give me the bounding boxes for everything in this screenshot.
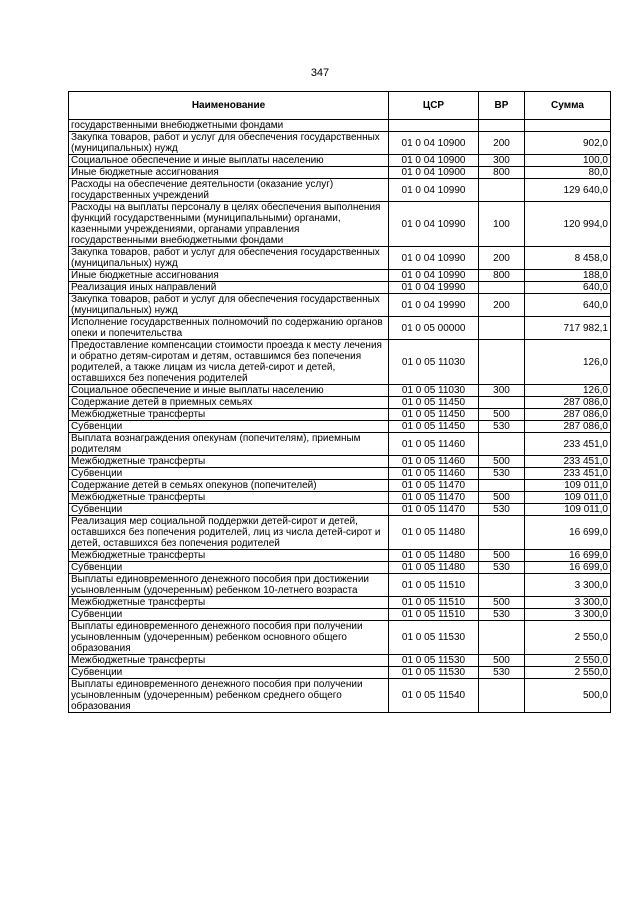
cell-csr: 01 0 05 11470 bbox=[389, 480, 479, 492]
cell-name: Межбюджетные трансферты bbox=[69, 550, 389, 562]
cell-name: Социальное обеспечение и иные выплаты населению bbox=[69, 385, 389, 397]
cell-vr: 530 bbox=[479, 562, 525, 574]
cell-csr: 01 0 04 10900 bbox=[389, 155, 479, 167]
cell-sum: 500,0 bbox=[525, 679, 611, 713]
cell-vr: 500 bbox=[479, 409, 525, 421]
cell-name: Межбюджетные трансферты bbox=[69, 597, 389, 609]
table-row bbox=[69, 385, 611, 397]
cell-vr: 100 bbox=[479, 202, 525, 247]
table-row bbox=[69, 504, 611, 516]
cell-sum: 16 699,0 bbox=[525, 562, 611, 574]
cell-vr bbox=[479, 574, 525, 597]
cell-csr: 01 0 05 11540 bbox=[389, 679, 479, 713]
table-row bbox=[69, 433, 611, 456]
table-row bbox=[69, 155, 611, 167]
cell-name: Закупка товаров, работ и услуг для обеспечения государственных (муниципальных) нужд bbox=[69, 247, 389, 270]
cell-sum: 126,0 bbox=[525, 340, 611, 385]
table-row bbox=[69, 516, 611, 550]
cell-sum: 640,0 bbox=[525, 294, 611, 317]
cell-name: Предоставление компенсации стоимости проезда к месту лечения и обратно детям-сиротам и детям, оставшимся без попечения родителей, а также лицам из числа детей-сирот и детей, оставшихся без попечения родителей bbox=[69, 340, 389, 385]
cell-name: Расходы на выплаты персоналу в целях обеспечения выполнения функций государственными (муниципальными) органами, казенными учреждениями, органами управления государственными внебюджетными фондами bbox=[69, 202, 389, 247]
cell-csr: 01 0 04 10990 bbox=[389, 202, 479, 247]
cell-sum: 3 300,0 bbox=[525, 597, 611, 609]
cell-csr: 01 0 05 11030 bbox=[389, 340, 479, 385]
cell-sum: 109 011,0 bbox=[525, 480, 611, 492]
cell-name: Закупка товаров, работ и услуг для обеспечения государственных (муниципальных) нужд bbox=[69, 132, 389, 155]
table-row bbox=[69, 609, 611, 621]
table-row bbox=[69, 247, 611, 270]
cell-name: Субвенции bbox=[69, 504, 389, 516]
cell-name: Содержание детей в приемных семьях bbox=[69, 397, 389, 409]
cell-vr bbox=[479, 120, 525, 132]
budget-table bbox=[68, 91, 611, 713]
cell-name: Иные бюджетные ассигнования bbox=[69, 270, 389, 282]
table-row bbox=[69, 317, 611, 340]
table-body bbox=[69, 120, 611, 713]
cell-vr: 530 bbox=[479, 609, 525, 621]
cell-name: Межбюджетные трансферты bbox=[69, 492, 389, 504]
cell-csr: 01 0 04 10900 bbox=[389, 167, 479, 179]
table-row bbox=[69, 574, 611, 597]
table-header-row bbox=[69, 92, 611, 120]
cell-name: Иные бюджетные ассигнования bbox=[69, 167, 389, 179]
cell-csr: 01 0 05 11030 bbox=[389, 385, 479, 397]
table-row bbox=[69, 655, 611, 667]
cell-vr: 530 bbox=[479, 504, 525, 516]
cell-sum: 109 011,0 bbox=[525, 504, 611, 516]
table-row bbox=[69, 409, 611, 421]
cell-csr: 01 0 04 10990 bbox=[389, 179, 479, 202]
cell-name: Выплаты единовременного денежного пособия при достижении усыновленным (удочеренным) ребенком 10-летнего возраста bbox=[69, 574, 389, 597]
cell-csr: 01 0 05 11530 bbox=[389, 667, 479, 679]
cell-sum: 16 699,0 bbox=[525, 516, 611, 550]
cell-sum: 2 550,0 bbox=[525, 621, 611, 655]
cell-vr: 800 bbox=[479, 167, 525, 179]
cell-name: Межбюджетные трансферты bbox=[69, 456, 389, 468]
cell-vr: 200 bbox=[479, 132, 525, 155]
cell-name: Закупка товаров, работ и услуг для обеспечения государственных (муниципальных) нужд bbox=[69, 294, 389, 317]
cell-csr: 01 0 05 11510 bbox=[389, 574, 479, 597]
cell-sum: 902,0 bbox=[525, 132, 611, 155]
cell-sum bbox=[525, 120, 611, 132]
cell-vr bbox=[479, 621, 525, 655]
cell-name: Содержание детей в семьях опекунов (попечителей) bbox=[69, 480, 389, 492]
cell-name: Выплата вознаграждения опекунам (попечителям), приемным родителям bbox=[69, 433, 389, 456]
table-row bbox=[69, 202, 611, 247]
cell-csr: 01 0 05 11480 bbox=[389, 562, 479, 574]
table-row bbox=[69, 550, 611, 562]
cell-sum: 80,0 bbox=[525, 167, 611, 179]
table-row bbox=[69, 456, 611, 468]
table-row bbox=[69, 667, 611, 679]
cell-sum: 16 699,0 bbox=[525, 550, 611, 562]
table-row bbox=[69, 282, 611, 294]
cell-vr bbox=[479, 516, 525, 550]
cell-name: Реализация мер социальной поддержки детей-сирот и детей, оставшихся без попечения родителей, лиц из числа детей-сирот и детей, оставшихся без попечения родителей bbox=[69, 516, 389, 550]
cell-name: Межбюджетные трансферты bbox=[69, 409, 389, 421]
cell-vr bbox=[479, 179, 525, 202]
cell-sum: 640,0 bbox=[525, 282, 611, 294]
cell-csr: 01 0 05 11450 bbox=[389, 421, 479, 433]
cell-vr: 200 bbox=[479, 247, 525, 270]
cell-sum: 109 011,0 bbox=[525, 492, 611, 504]
cell-vr: 530 bbox=[479, 468, 525, 480]
cell-sum: 129 640,0 bbox=[525, 179, 611, 202]
cell-vr: 500 bbox=[479, 492, 525, 504]
header-name: Наименование bbox=[69, 92, 389, 120]
header-sum: Сумма bbox=[525, 92, 611, 120]
cell-name: Субвенции bbox=[69, 421, 389, 433]
cell-name: Субвенции bbox=[69, 609, 389, 621]
cell-sum: 233 451,0 bbox=[525, 468, 611, 480]
cell-vr: 500 bbox=[479, 456, 525, 468]
cell-sum: 2 550,0 bbox=[525, 655, 611, 667]
cell-name: Субвенции bbox=[69, 562, 389, 574]
cell-sum: 120 994,0 bbox=[525, 202, 611, 247]
cell-sum: 287 086,0 bbox=[525, 397, 611, 409]
cell-name: Исполнение государственных полномочий по содержанию органов опеки и попечительства bbox=[69, 317, 389, 340]
cell-vr: 300 bbox=[479, 155, 525, 167]
table-row bbox=[69, 167, 611, 179]
cell-vr bbox=[479, 397, 525, 409]
cell-vr: 530 bbox=[479, 421, 525, 433]
table-row bbox=[69, 492, 611, 504]
cell-name: Социальное обеспечение и иные выплаты населению bbox=[69, 155, 389, 167]
cell-name: Субвенции bbox=[69, 667, 389, 679]
table-row bbox=[69, 621, 611, 655]
cell-vr: 500 bbox=[479, 597, 525, 609]
cell-csr: 01 0 05 11480 bbox=[389, 550, 479, 562]
cell-name: государственными внебюджетными фондами bbox=[69, 120, 389, 132]
cell-csr: 01 0 05 11510 bbox=[389, 597, 479, 609]
cell-csr: 01 0 04 19990 bbox=[389, 282, 479, 294]
cell-sum: 287 086,0 bbox=[525, 409, 611, 421]
cell-csr: 01 0 05 11470 bbox=[389, 492, 479, 504]
table-row bbox=[69, 179, 611, 202]
cell-name: Реализация иных направлений bbox=[69, 282, 389, 294]
table-row bbox=[69, 132, 611, 155]
cell-vr: 530 bbox=[479, 667, 525, 679]
cell-name: Выплаты единовременного денежного пособия при получении усыновленным (удочеренным) ребенком среднего общего образования bbox=[69, 679, 389, 713]
cell-sum: 287 086,0 bbox=[525, 421, 611, 433]
cell-csr: 01 0 05 11460 bbox=[389, 456, 479, 468]
cell-csr: 01 0 04 10990 bbox=[389, 247, 479, 270]
cell-name: Субвенции bbox=[69, 468, 389, 480]
cell-sum: 100,0 bbox=[525, 155, 611, 167]
cell-vr: 200 bbox=[479, 294, 525, 317]
table-row bbox=[69, 597, 611, 609]
cell-csr: 01 0 05 11480 bbox=[389, 516, 479, 550]
cell-vr bbox=[479, 340, 525, 385]
cell-name: Выплаты единовременного денежного пособия при получении усыновленным (удочеренным) ребенком основного общего образования bbox=[69, 621, 389, 655]
cell-csr: 01 0 05 00000 bbox=[389, 317, 479, 340]
table-row bbox=[69, 397, 611, 409]
table-row bbox=[69, 679, 611, 713]
header-vr: ВР bbox=[479, 92, 525, 120]
cell-vr: 300 bbox=[479, 385, 525, 397]
table-row bbox=[69, 480, 611, 492]
table-row bbox=[69, 340, 611, 385]
cell-vr: 800 bbox=[479, 270, 525, 282]
cell-csr: 01 0 04 10900 bbox=[389, 132, 479, 155]
cell-csr: 01 0 05 11510 bbox=[389, 609, 479, 621]
cell-csr: 01 0 05 11530 bbox=[389, 621, 479, 655]
cell-sum: 3 300,0 bbox=[525, 609, 611, 621]
cell-csr: 01 0 05 11460 bbox=[389, 468, 479, 480]
cell-vr bbox=[479, 480, 525, 492]
cell-csr bbox=[389, 120, 479, 132]
cell-sum: 717 982,1 bbox=[525, 317, 611, 340]
table-row bbox=[69, 562, 611, 574]
cell-sum: 188,0 bbox=[525, 270, 611, 282]
table-row bbox=[69, 468, 611, 480]
cell-csr: 01 0 05 11450 bbox=[389, 409, 479, 421]
cell-csr: 01 0 05 11530 bbox=[389, 655, 479, 667]
cell-vr bbox=[479, 679, 525, 713]
table-row bbox=[69, 421, 611, 433]
cell-csr: 01 0 04 19990 bbox=[389, 294, 479, 317]
cell-sum: 233 451,0 bbox=[525, 456, 611, 468]
cell-csr: 01 0 04 10990 bbox=[389, 270, 479, 282]
cell-vr bbox=[479, 433, 525, 456]
cell-csr: 01 0 05 11470 bbox=[389, 504, 479, 516]
cell-sum: 233 451,0 bbox=[525, 433, 611, 456]
cell-vr: 500 bbox=[479, 655, 525, 667]
cell-sum: 8 458,0 bbox=[525, 247, 611, 270]
table-row bbox=[69, 294, 611, 317]
table-row bbox=[69, 270, 611, 282]
cell-sum: 3 300,0 bbox=[525, 574, 611, 597]
cell-csr: 01 0 05 11460 bbox=[389, 433, 479, 456]
cell-vr: 500 bbox=[479, 550, 525, 562]
cell-vr bbox=[479, 317, 525, 340]
page-number: 347 bbox=[310, 67, 330, 79]
cell-vr bbox=[479, 282, 525, 294]
cell-sum: 126,0 bbox=[525, 385, 611, 397]
cell-name: Межбюджетные трансферты bbox=[69, 655, 389, 667]
table-row bbox=[69, 120, 611, 132]
cell-name: Расходы на обеспечение деятельности (оказание услуг) государственных учреждений bbox=[69, 179, 389, 202]
header-csr: ЦСР bbox=[389, 92, 479, 120]
cell-csr: 01 0 05 11450 bbox=[389, 397, 479, 409]
cell-sum: 2 550,0 bbox=[525, 667, 611, 679]
